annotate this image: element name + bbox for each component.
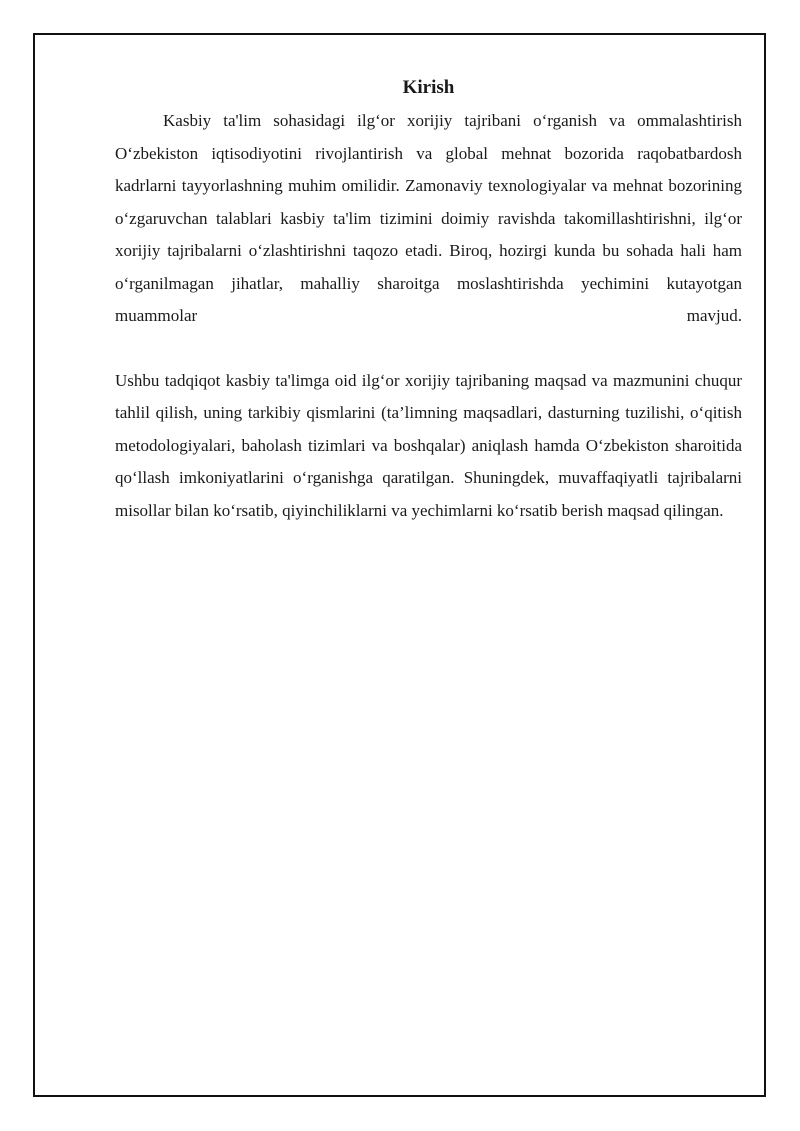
paragraph-intro: Kasbiy ta'lim sohasidagi ilg‘or xorijiy tajribani o‘rganish va ommalashtirish O‘zbekiston iqtisodiyotini rivojlantirish va global mehnat bozorida raqobatbardosh kadrlarni tayyorlashning muhim omilidir. Zamonaviy texnologiyalar va mehnat bozorining o‘zgaruvchan talablari kasbiy ta'lim tizimini doimiy ravishda takomillashtirishni, ilg‘or xorijiy tajribalarni o‘zlashtirishni taqozo etadi. Biroq, hozirgi kunda bu sohada hali ham o‘rganilmagan jihatlar, mahalliy sharoitga moslashtirishda yechimini kutayotgan muammolar mavjud. (115, 111, 742, 325)
document-title: Kirish (402, 77, 455, 98)
paragraph-aim: Ushbu tadqiqot kasbiy ta'limga oid ilg‘or xorijiy tajribaning maqsad va mazmunini chuqur tahlil qilish, uning tarkibiy qismlarini (ta’limning maqsadlari, dasturning tuzilishi, o‘qitish metodologiyalari, baholash tizimlari va boshqalar) aniqlash hamda O‘zbekiston sharoitida qo‘llash imkoniyatlarini o‘rganishga qaratilgan. Shuningdek, muvaffaqiyatli tajribalarni misollar bilan ko‘rsatib, qiyinchiliklarni va yechimlarni ko‘rsatib berish maqsad qilingan. (115, 370, 742, 520)
document-body (115, 76, 742, 527)
